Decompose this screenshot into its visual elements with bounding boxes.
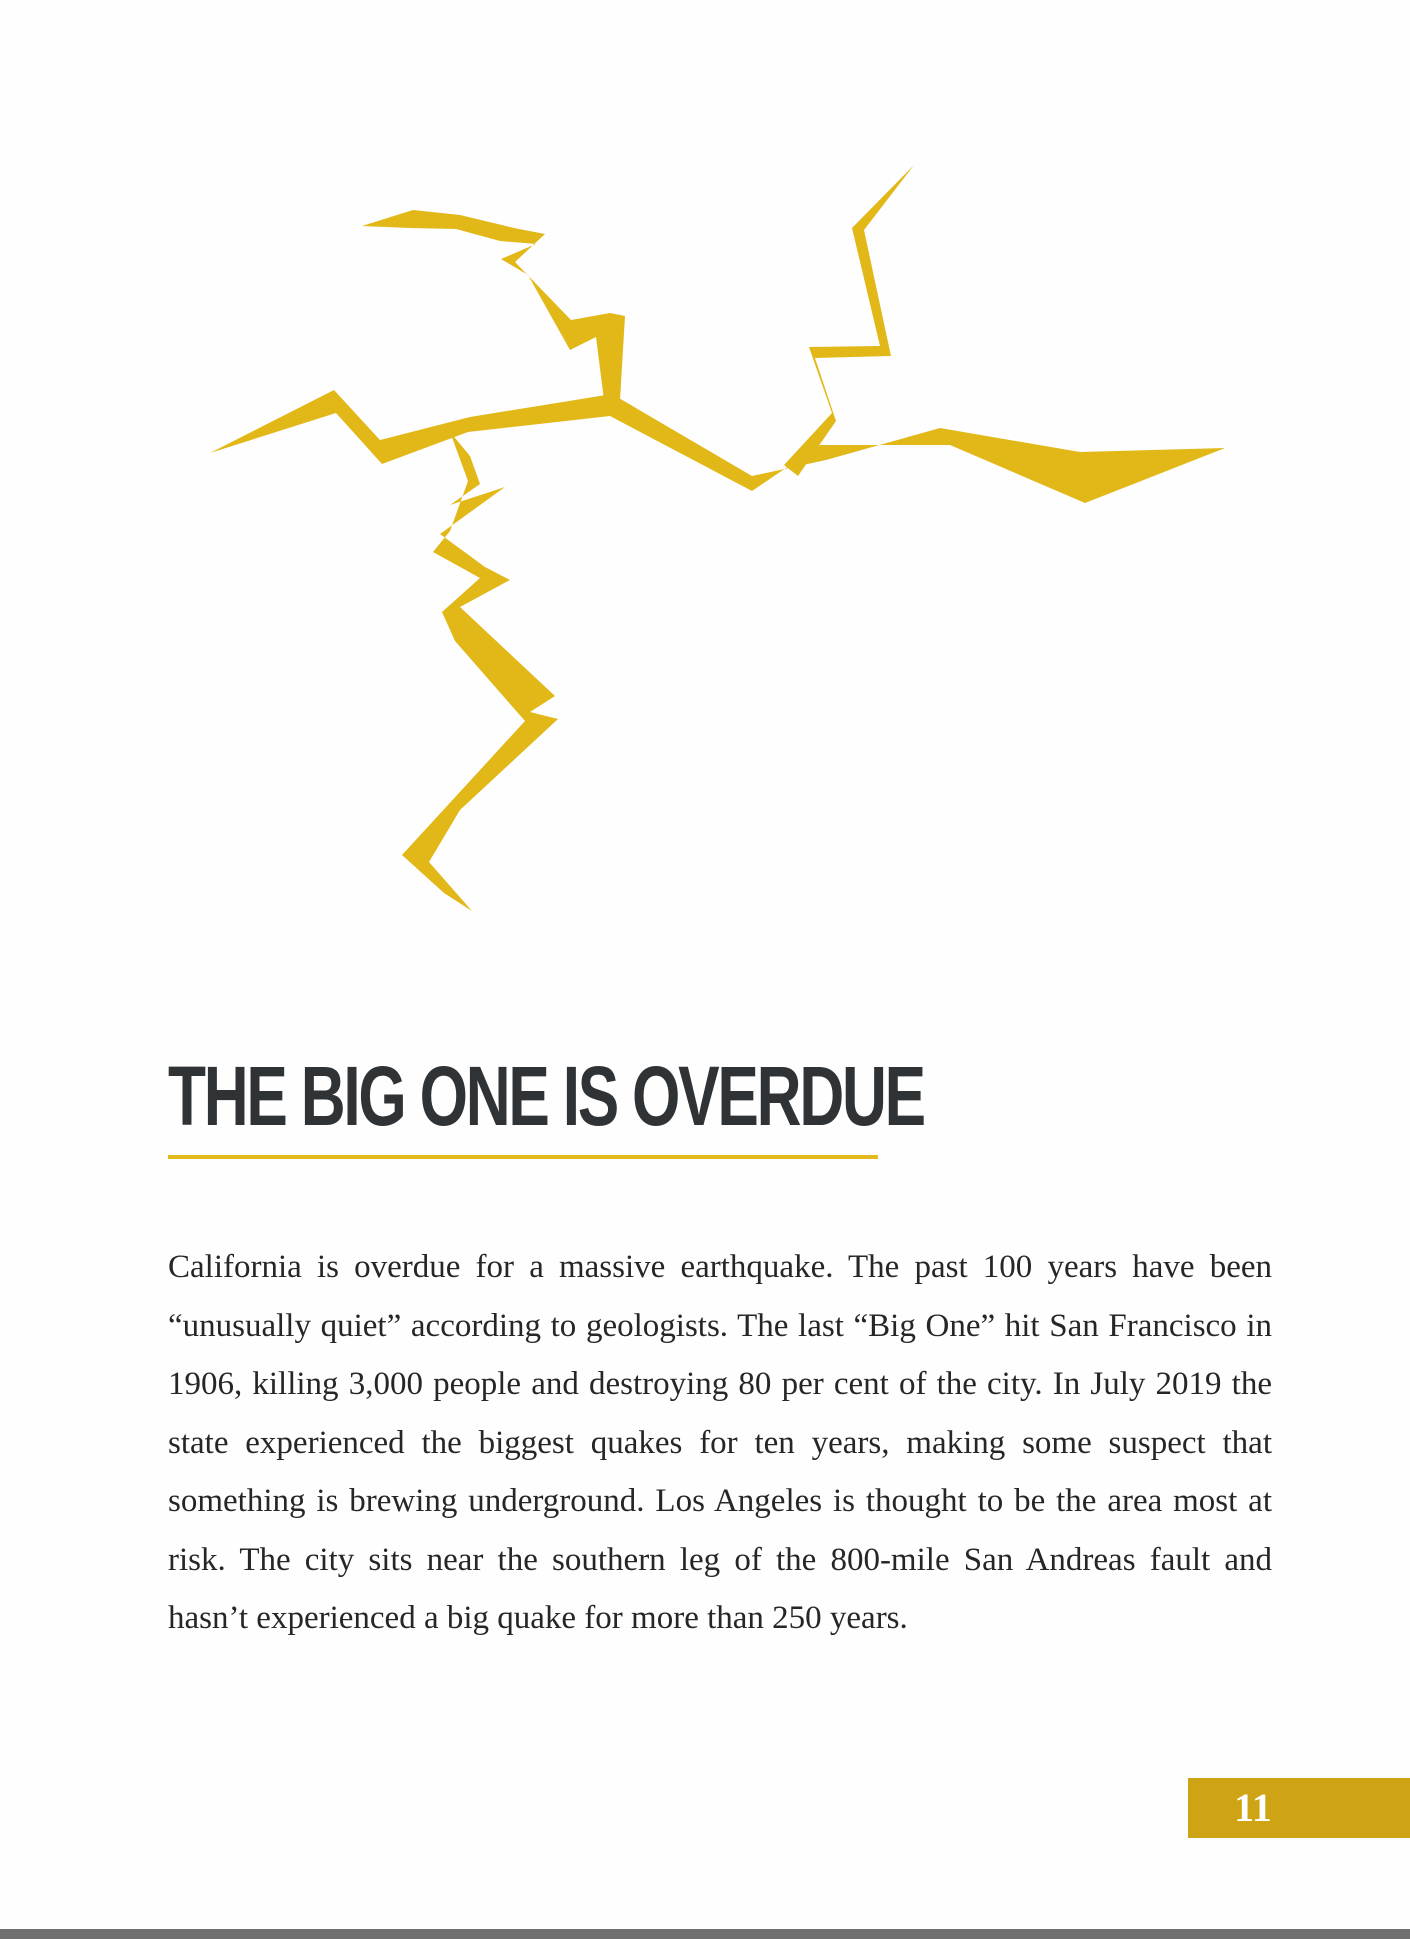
earthquake-crack-icon — [0, 0, 1410, 960]
crack-top-right-branch — [784, 165, 914, 476]
title-underline — [168, 1155, 878, 1159]
crack-illustration — [210, 165, 1225, 911]
crack-main-branch — [210, 390, 1225, 503]
crack-lower-branch — [402, 432, 558, 911]
page-title: THE BIG ONE IS OVERDUE — [168, 1049, 924, 1143]
page-number-tab — [1188, 1778, 1410, 1838]
crack-top-left-arc — [362, 210, 625, 400]
body-paragraph: California is overdue for a massive earthquake. The past 100 years have been “unusually quiet” according to geologists. The last “Big One” hit San Francisco in 1906, killing 3,000 people and destroying 80 per cent of the city. In July 2019 the state experienced the biggest quakes for ten years, making some suspect that something is brewing underground. Los Angeles is thought to be the area most at risk. The city sits near the southern leg of the 800-mile San Andreas fault and hasn’t experienced a big quake for more than 250 years. — [168, 1249, 1272, 1636]
page-bottom-edge — [0, 1929, 1410, 1939]
page-number: 11 — [1234, 1785, 1272, 1830]
